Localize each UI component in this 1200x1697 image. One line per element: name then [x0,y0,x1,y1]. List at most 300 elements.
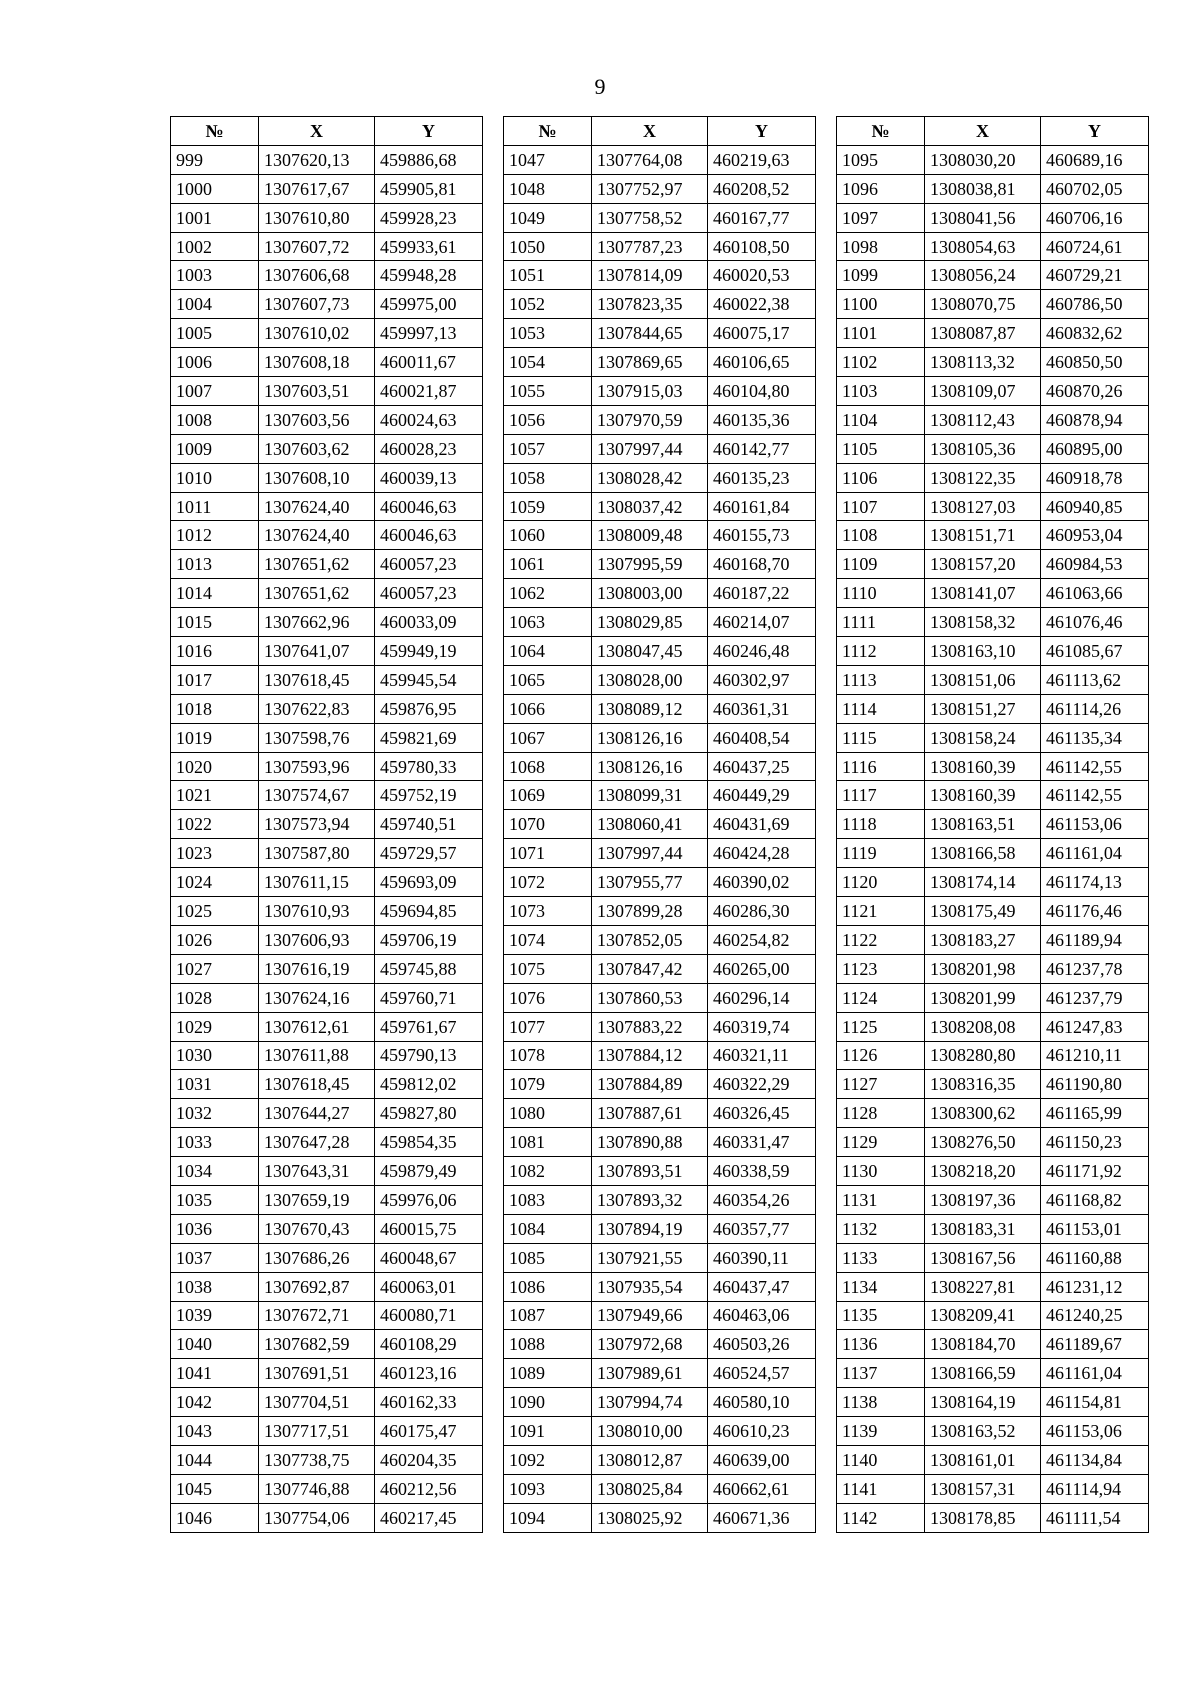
y-coordinate-cell: 460161,84 [708,492,816,521]
x-coordinate-cell: 1307587,80 [259,839,375,868]
table-row [171,1099,483,1128]
point-number-cell: 1117 [837,781,925,810]
point-number-cell: 1103 [837,377,925,406]
point-number-cell: 1023 [171,839,259,868]
point-number-cell: 1115 [837,723,925,752]
y-coordinate-cell: 461153,01 [1041,1214,1149,1243]
x-coordinate-cell: 1308316,35 [925,1070,1041,1099]
column-header-y: Y [708,117,816,146]
point-number-cell: 1030 [171,1041,259,1070]
x-coordinate-cell: 1308151,71 [925,521,1041,550]
table-row [837,261,1149,290]
x-coordinate-cell: 1308183,31 [925,1214,1041,1243]
x-coordinate-cell: 1308158,32 [925,608,1041,637]
column-header-number: № [504,117,592,146]
point-number-cell: 1101 [837,319,925,348]
x-coordinate-cell: 1307610,93 [259,897,375,926]
x-coordinate-cell: 1308029,85 [592,608,708,637]
x-coordinate-cell: 1307995,59 [592,550,708,579]
y-coordinate-cell: 460437,47 [708,1272,816,1301]
table-row [504,348,816,377]
x-coordinate-cell: 1307603,56 [259,405,375,434]
point-number-cell: 1078 [504,1041,592,1070]
x-coordinate-cell: 1307618,45 [259,1070,375,1099]
y-coordinate-cell: 459760,71 [375,983,483,1012]
table-row [504,290,816,319]
y-coordinate-cell: 461161,04 [1041,839,1149,868]
table-row [837,463,1149,492]
y-coordinate-cell: 460020,53 [708,261,816,290]
table-row [171,1243,483,1272]
x-coordinate-cell: 1307754,06 [259,1503,375,1532]
x-coordinate-cell: 1308208,08 [925,1012,1041,1041]
x-coordinate-cell: 1308276,50 [925,1128,1041,1157]
table-row [837,1388,1149,1417]
table-row [837,781,1149,810]
table-row [171,897,483,926]
table-row [837,1012,1149,1041]
table-row [171,319,483,348]
table-row [171,521,483,550]
point-number-cell: 1034 [171,1157,259,1186]
y-coordinate-cell: 461153,06 [1041,1417,1149,1446]
y-coordinate-cell: 460063,01 [375,1272,483,1301]
point-number-cell: 1080 [504,1099,592,1128]
y-coordinate-cell: 460953,04 [1041,521,1149,550]
table-row [837,492,1149,521]
y-coordinate-cell: 460046,63 [375,521,483,550]
table-row [504,925,816,954]
y-coordinate-cell: 459812,02 [375,1070,483,1099]
x-coordinate-cell: 1307603,51 [259,377,375,406]
x-coordinate-cell: 1308151,06 [925,665,1041,694]
y-coordinate-cell: 461076,46 [1041,608,1149,637]
x-coordinate-cell: 1308201,99 [925,983,1041,1012]
y-coordinate-cell: 461142,55 [1041,781,1149,810]
x-coordinate-cell: 1307997,44 [592,434,708,463]
y-coordinate-cell: 460357,77 [708,1214,816,1243]
table-row [504,145,816,174]
y-coordinate-cell: 460321,11 [708,1041,816,1070]
point-number-cell: 1096 [837,174,925,203]
table-row [837,203,1149,232]
table-row [504,521,816,550]
point-number-cell: 1036 [171,1214,259,1243]
point-number-cell: 1077 [504,1012,592,1041]
point-number-cell: 1026 [171,925,259,954]
point-number-cell: 1112 [837,637,925,666]
point-number-cell: 1055 [504,377,592,406]
point-number-cell: 1082 [504,1157,592,1186]
table-row [171,1157,483,1186]
table-row [171,1388,483,1417]
x-coordinate-cell: 1307624,40 [259,521,375,550]
table-row [504,1503,816,1532]
y-coordinate-cell: 460524,57 [708,1359,816,1388]
table-row [837,665,1149,694]
point-number-cell: 1070 [504,810,592,839]
y-coordinate-cell: 459879,49 [375,1157,483,1186]
point-number-cell: 1046 [171,1503,259,1532]
point-number-cell: 1093 [504,1474,592,1503]
table-row [504,1157,816,1186]
x-coordinate-cell: 1307847,42 [592,954,708,983]
x-coordinate-cell: 1307935,54 [592,1272,708,1301]
x-coordinate-cell: 1308174,14 [925,868,1041,897]
x-coordinate-cell: 1307616,19 [259,954,375,983]
table-row [171,1214,483,1243]
y-coordinate-cell: 460022,38 [708,290,816,319]
table-row [171,463,483,492]
y-coordinate-cell: 459706,19 [375,925,483,954]
y-coordinate-cell: 461153,06 [1041,810,1149,839]
x-coordinate-cell: 1308183,27 [925,925,1041,954]
y-coordinate-cell: 459928,23 [375,203,483,232]
point-number-cell: 1045 [171,1474,259,1503]
table-row [837,377,1149,406]
x-coordinate-cell: 1307659,19 [259,1185,375,1214]
table-row [504,1474,816,1503]
y-coordinate-cell: 459975,00 [375,290,483,319]
y-coordinate-cell: 460106,65 [708,348,816,377]
x-coordinate-cell: 1308105,36 [925,434,1041,463]
table-row [837,1243,1149,1272]
y-coordinate-cell: 461154,81 [1041,1388,1149,1417]
y-coordinate-cell: 460212,56 [375,1474,483,1503]
y-coordinate-cell: 461231,12 [1041,1272,1149,1301]
point-number-cell: 1047 [504,145,592,174]
table-row [837,1330,1149,1359]
point-number-cell: 1095 [837,145,925,174]
table-row [837,174,1149,203]
x-coordinate-cell: 1308160,39 [925,781,1041,810]
table-row [504,319,816,348]
table-row [504,1185,816,1214]
table-row [504,954,816,983]
x-coordinate-cell: 1307686,26 [259,1243,375,1272]
table-row [837,752,1149,781]
x-coordinate-cell: 1307764,08 [592,145,708,174]
column-header-x: X [592,117,708,146]
point-number-cell: 1122 [837,925,925,954]
x-coordinate-cell: 1307893,51 [592,1157,708,1186]
point-number-cell: 1087 [504,1301,592,1330]
x-coordinate-cell: 1308161,01 [925,1445,1041,1474]
point-number-cell: 1085 [504,1243,592,1272]
y-coordinate-cell: 461085,67 [1041,637,1149,666]
x-coordinate-cell: 1307814,09 [592,261,708,290]
x-coordinate-cell: 1307612,61 [259,1012,375,1041]
table-row [504,232,816,261]
table-row [171,1445,483,1474]
y-coordinate-cell: 459790,13 [375,1041,483,1070]
table-row [171,1474,483,1503]
table-row [837,983,1149,1012]
y-coordinate-cell: 461176,46 [1041,897,1149,926]
x-coordinate-cell: 1308164,19 [925,1388,1041,1417]
table-row [504,637,816,666]
y-coordinate-cell: 460167,77 [708,203,816,232]
table-row [504,1330,816,1359]
y-coordinate-cell: 459780,33 [375,752,483,781]
point-number-cell: 1124 [837,983,925,1012]
table-row [504,1099,816,1128]
y-coordinate-cell: 460296,14 [708,983,816,1012]
point-number-cell: 1129 [837,1128,925,1157]
table-row [171,608,483,637]
y-coordinate-cell: 460832,62 [1041,319,1149,348]
x-coordinate-cell: 1307884,12 [592,1041,708,1070]
table-row [504,1214,816,1243]
x-coordinate-cell: 1307692,87 [259,1272,375,1301]
y-coordinate-cell: 461161,04 [1041,1359,1149,1388]
coordinates-table-2 [503,116,816,1533]
y-coordinate-cell: 459821,69 [375,723,483,752]
point-number-cell: 1027 [171,954,259,983]
point-number-cell: 1139 [837,1417,925,1446]
point-number-cell: 1128 [837,1099,925,1128]
point-number-cell: 1053 [504,319,592,348]
table-row [837,1301,1149,1330]
point-number-cell: 1012 [171,521,259,550]
table-row [837,1157,1149,1186]
y-coordinate-cell: 461111,54 [1041,1503,1149,1532]
point-number-cell: 1125 [837,1012,925,1041]
x-coordinate-cell: 1307869,65 [592,348,708,377]
x-coordinate-cell: 1307662,96 [259,608,375,637]
table-row [837,405,1149,434]
point-number-cell: 1094 [504,1503,592,1532]
point-number-cell: 1007 [171,377,259,406]
table-row [171,203,483,232]
y-coordinate-cell: 460940,85 [1041,492,1149,521]
y-coordinate-cell: 460104,80 [708,377,816,406]
point-number-cell: 1003 [171,261,259,290]
x-coordinate-cell: 1308227,81 [925,1272,1041,1301]
point-number-cell: 1086 [504,1272,592,1301]
y-coordinate-cell: 460246,48 [708,637,816,666]
table-row [171,145,483,174]
table-row [504,897,816,926]
point-number-cell: 1133 [837,1243,925,1272]
table-row [171,637,483,666]
x-coordinate-cell: 1308158,24 [925,723,1041,752]
x-coordinate-cell: 1307884,89 [592,1070,708,1099]
y-coordinate-cell: 460048,67 [375,1243,483,1272]
table-row [171,434,483,463]
y-coordinate-cell: 461171,92 [1041,1157,1149,1186]
point-number-cell: 1001 [171,203,259,232]
point-number-cell: 1013 [171,550,259,579]
table-row [837,810,1149,839]
y-coordinate-cell: 459976,06 [375,1185,483,1214]
table-row [171,925,483,954]
table-row [504,752,816,781]
y-coordinate-cell: 461135,34 [1041,723,1149,752]
x-coordinate-cell: 1307682,59 [259,1330,375,1359]
table-row [504,174,816,203]
x-coordinate-cell: 1308041,56 [925,203,1041,232]
x-coordinate-cell: 1308109,07 [925,377,1041,406]
point-number-cell: 1127 [837,1070,925,1099]
y-coordinate-cell: 459886,68 [375,145,483,174]
table-row [504,868,816,897]
table-row [837,1417,1149,1446]
table-row [171,1070,483,1099]
table-row [837,1099,1149,1128]
y-coordinate-cell: 460431,69 [708,810,816,839]
table-header-row [837,117,1149,146]
y-coordinate-cell: 460123,16 [375,1359,483,1388]
x-coordinate-cell: 1307608,18 [259,348,375,377]
y-coordinate-cell: 461165,99 [1041,1099,1149,1128]
x-coordinate-cell: 1307994,74 [592,1388,708,1417]
point-number-cell: 1058 [504,463,592,492]
y-coordinate-cell: 460437,25 [708,752,816,781]
column-header-number: № [837,117,925,146]
table-row [837,579,1149,608]
table-row [504,463,816,492]
point-number-cell: 1054 [504,348,592,377]
table-row [837,145,1149,174]
point-number-cell: 1017 [171,665,259,694]
y-coordinate-cell: 460286,30 [708,897,816,926]
y-coordinate-cell: 460024,63 [375,405,483,434]
point-number-cell: 1033 [171,1128,259,1157]
table-row [504,694,816,723]
table-row [171,492,483,521]
y-coordinate-cell: 460702,05 [1041,174,1149,203]
point-number-cell: 1076 [504,983,592,1012]
x-coordinate-cell: 1307887,61 [592,1099,708,1128]
y-coordinate-cell: 460168,70 [708,550,816,579]
point-number-cell: 1064 [504,637,592,666]
point-number-cell: 1043 [171,1417,259,1446]
point-number-cell: 1113 [837,665,925,694]
point-number-cell: 1028 [171,983,259,1012]
y-coordinate-cell: 460011,67 [375,348,483,377]
y-coordinate-cell: 459694,85 [375,897,483,926]
x-coordinate-cell: 1307921,55 [592,1243,708,1272]
point-number-cell: 1106 [837,463,925,492]
point-number-cell: 1107 [837,492,925,521]
point-number-cell: 1020 [171,752,259,781]
y-coordinate-cell: 459945,54 [375,665,483,694]
point-number-cell: 1009 [171,434,259,463]
coordinates-table-3 [836,116,1149,1533]
x-coordinate-cell: 1307823,35 [592,290,708,319]
point-number-cell: 1011 [171,492,259,521]
point-number-cell: 1061 [504,550,592,579]
x-coordinate-cell: 1307647,28 [259,1128,375,1157]
x-coordinate-cell: 1308160,39 [925,752,1041,781]
y-coordinate-cell: 460162,33 [375,1388,483,1417]
point-number-cell: 1074 [504,925,592,954]
x-coordinate-cell: 1307573,94 [259,810,375,839]
point-number-cell: 1024 [171,868,259,897]
table-row [171,550,483,579]
column-header-y: Y [375,117,483,146]
y-coordinate-cell: 461113,62 [1041,665,1149,694]
y-coordinate-cell: 460175,47 [375,1417,483,1446]
table-row [171,405,483,434]
x-coordinate-cell: 1308126,16 [592,752,708,781]
x-coordinate-cell: 1307651,62 [259,550,375,579]
y-coordinate-cell: 461134,84 [1041,1445,1149,1474]
point-number-cell: 1008 [171,405,259,434]
y-coordinate-cell: 459854,35 [375,1128,483,1157]
y-coordinate-cell: 459948,28 [375,261,483,290]
y-coordinate-cell: 460850,50 [1041,348,1149,377]
table-row [504,1445,816,1474]
point-number-cell: 1079 [504,1070,592,1099]
column-header-number: № [171,117,259,146]
x-coordinate-cell: 1308112,43 [925,405,1041,434]
table-row [504,839,816,868]
x-coordinate-cell: 1307607,72 [259,232,375,261]
table-row [504,1128,816,1157]
point-number-cell: 1102 [837,348,925,377]
table-row [504,781,816,810]
point-number-cell: 1060 [504,521,592,550]
y-coordinate-cell: 460322,29 [708,1070,816,1099]
y-coordinate-cell: 460155,73 [708,521,816,550]
point-number-cell: 1088 [504,1330,592,1359]
point-number-cell: 1131 [837,1185,925,1214]
table-row [171,174,483,203]
x-coordinate-cell: 1307620,13 [259,145,375,174]
table-row [837,550,1149,579]
point-number-cell: 1084 [504,1214,592,1243]
table-row [504,377,816,406]
point-number-cell: 1029 [171,1012,259,1041]
y-coordinate-cell: 461240,25 [1041,1301,1149,1330]
table-row [504,723,816,752]
table-row [504,1388,816,1417]
point-number-cell: 1002 [171,232,259,261]
table-row [837,1128,1149,1157]
point-number-cell: 1065 [504,665,592,694]
x-coordinate-cell: 1307752,97 [592,174,708,203]
x-coordinate-cell: 1308012,87 [592,1445,708,1474]
y-coordinate-cell: 460729,21 [1041,261,1149,290]
x-coordinate-cell: 1307622,83 [259,694,375,723]
table-row [171,694,483,723]
table-row [837,348,1149,377]
point-number-cell: 1057 [504,434,592,463]
point-number-cell: 1136 [837,1330,925,1359]
y-coordinate-cell: 459752,19 [375,781,483,810]
y-coordinate-cell: 460390,02 [708,868,816,897]
x-coordinate-cell: 1307915,03 [592,377,708,406]
table-row [504,1359,816,1388]
x-coordinate-cell: 1308028,00 [592,665,708,694]
table-row [171,290,483,319]
x-coordinate-cell: 1308209,41 [925,1301,1041,1330]
y-coordinate-cell: 460208,52 [708,174,816,203]
point-number-cell: 1071 [504,839,592,868]
point-number-cell: 1105 [837,434,925,463]
table-header-row [171,117,483,146]
x-coordinate-cell: 1307624,40 [259,492,375,521]
table-row [504,665,816,694]
point-number-cell: 1037 [171,1243,259,1272]
y-coordinate-cell: 459740,51 [375,810,483,839]
y-coordinate-cell: 459693,09 [375,868,483,897]
table-row [837,1041,1149,1070]
y-coordinate-cell: 460895,00 [1041,434,1149,463]
point-number-cell: 1044 [171,1445,259,1474]
